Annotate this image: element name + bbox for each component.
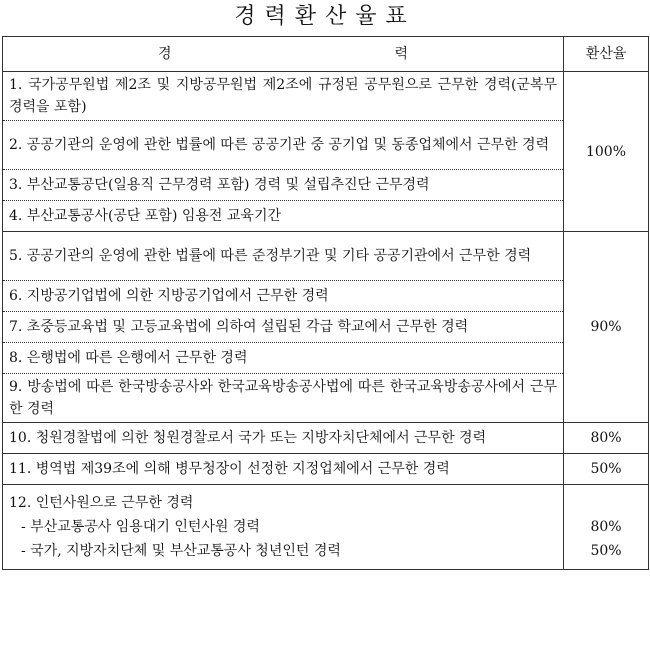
table-row bbox=[3, 343, 649, 374]
row-10-text: 10. 청원경찰법에 의한 청원경찰로서 국가 또는 지방자치단체에서 근무한 경력 bbox=[3, 423, 564, 454]
header-rate: 환산율 bbox=[564, 37, 649, 72]
row-3-text: 3. 부산교통공단(일용직 근무경력 포함) 경력 및 설립추진단 근무경력 bbox=[3, 170, 564, 201]
row-12-text: 12. 인턴사원으로 근무한 경력 bbox=[9, 495, 194, 511]
table-row bbox=[3, 170, 649, 201]
table-row bbox=[3, 201, 649, 232]
table-row bbox=[3, 72, 649, 121]
row-5-text: 5. 공공기관의 운영에 관한 법률에 따른 준정부기관 및 기타 공공기관에서 근무한 경력 bbox=[3, 232, 564, 281]
row-8-text: 8. 은행법에 따른 은행에서 근무한 경력 bbox=[3, 343, 564, 374]
rate-row-11: 50% bbox=[564, 454, 649, 485]
table-header-row bbox=[3, 37, 649, 72]
table-row bbox=[3, 232, 649, 281]
subitem-2-text: - 국가, 지방자치단체 및 부산교통공사 청년인턴 경력 bbox=[21, 543, 341, 559]
rate-group-2: 90% bbox=[564, 232, 649, 423]
row-9-text: 9. 방송법에 따른 한국방송공사와 한국교육방송공사법에 따른 한국교육방송공사에서 근무한 경력 bbox=[3, 374, 564, 423]
header-career: 경 력 bbox=[3, 37, 564, 72]
table-row bbox=[3, 121, 649, 170]
row-12-rates bbox=[564, 485, 649, 570]
subitem-2-rate: 50% bbox=[590, 543, 622, 559]
page-title: 경력환산율표 bbox=[234, 4, 416, 29]
table-row bbox=[3, 374, 649, 423]
row-7-text: 7. 초중등교육법 및 고등교육법에 의하여 설립된 각급 학교에서 근무한 경력 bbox=[3, 312, 564, 343]
rate-row-10: 80% bbox=[564, 423, 649, 454]
table-row bbox=[3, 454, 649, 485]
row-2-text: 2. 공공기관의 운영에 관한 법률에 따른 공공기관 중 공기업 및 동종업체에서 근무한 경력 bbox=[3, 121, 564, 170]
rate-group-1: 100% bbox=[564, 72, 649, 232]
table-row bbox=[3, 423, 649, 454]
row-4-text: 4. 부산교통공사(공단 포함) 임용전 교육기간 bbox=[3, 201, 564, 232]
row-6-text: 6. 지방공기업법에 의한 지방공기업에서 근무한 경력 bbox=[3, 281, 564, 312]
row-1-text: 1. 국가공무원법 제2조 및 지방공무원법 제2조에 규정된 공무원으로 근무한 경력(군복무경력을 포함) bbox=[3, 72, 564, 121]
table-row bbox=[3, 485, 649, 570]
row-12-cell bbox=[3, 485, 564, 570]
career-conversion-table bbox=[2, 36, 649, 570]
subitem-1-text: - 부산교통공사 임용대기 인턴사원 경력 bbox=[21, 519, 260, 535]
table-row bbox=[3, 312, 649, 343]
row-11-text: 11. 병역법 제39조에 의해 병무청장이 선정한 지정업체에서 근무한 경력 bbox=[3, 454, 564, 485]
table-row bbox=[3, 281, 649, 312]
subitem-1-rate: 80% bbox=[590, 519, 622, 535]
